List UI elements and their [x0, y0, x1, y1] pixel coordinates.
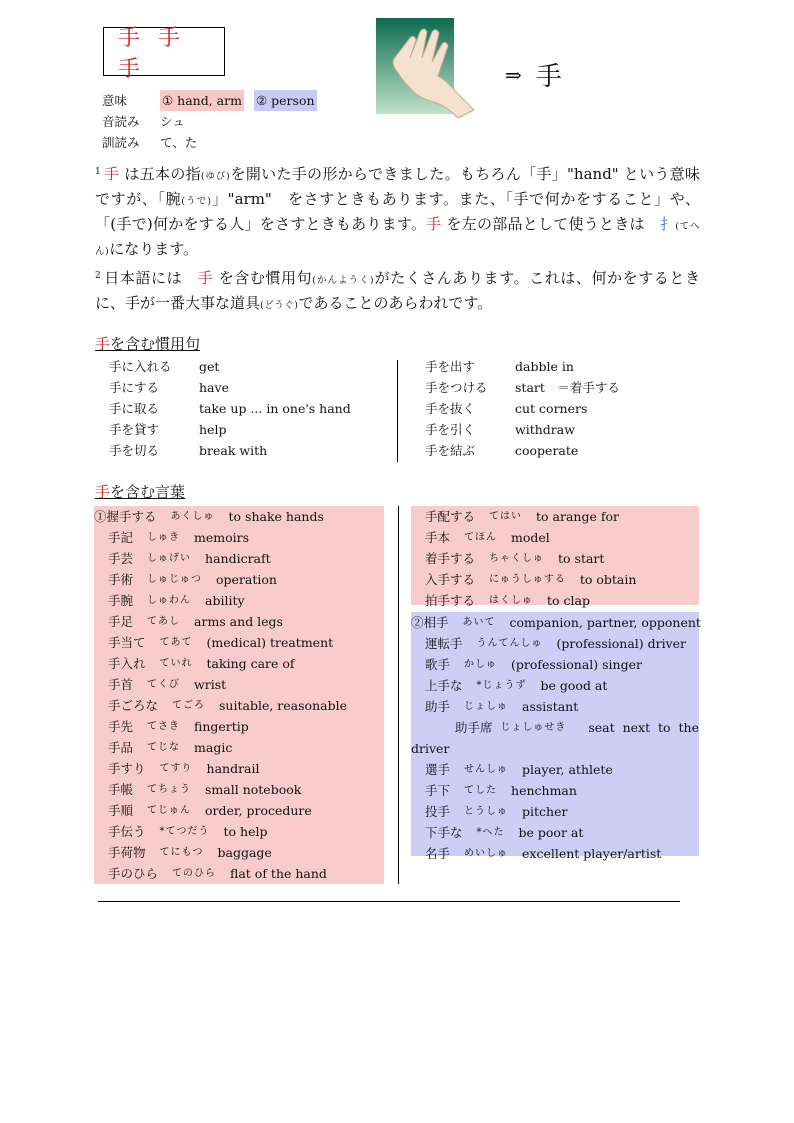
word-jp: 助手席 [455, 720, 493, 735]
word-reading: *じょうず [476, 680, 527, 691]
word-en: seat [588, 720, 615, 735]
idiom-row [425, 377, 620, 398]
word-row [94, 779, 384, 800]
idiom-en: cut corners [515, 401, 588, 416]
explanation-paragraph-2 [95, 265, 700, 317]
on-reading-value: シュ [160, 114, 185, 129]
arrow-icon: ⇒ [505, 63, 522, 87]
word-reading: ちゃくしゅ [489, 553, 545, 564]
furigana: (どうぐ) [260, 300, 299, 311]
word-jp: 投手 [425, 804, 451, 819]
idioms-list-right [425, 356, 620, 461]
word-row [94, 800, 384, 821]
word-reading: じょしゅ [464, 701, 509, 712]
idioms-section-title [95, 333, 200, 354]
word-reading: せんしゅ [464, 764, 509, 775]
idiom-jp: 手を切る [109, 443, 160, 458]
text: がたくさんあります。これは、何かをするときに、手が一番大事な道具 [95, 269, 700, 312]
word-en: baggage [217, 845, 272, 860]
word-jp: 下手な [425, 825, 463, 840]
word-jp: ②相手 [411, 615, 449, 630]
word-jp: 手すり [108, 761, 146, 776]
word-reading: *へた [476, 827, 505, 838]
word-row [94, 716, 384, 737]
idiom-en: take up ... in one's hand [199, 401, 351, 416]
result-line [505, 56, 562, 93]
word-jp: 手帳 [108, 782, 134, 797]
word-row [411, 801, 699, 822]
word-row-continuation [411, 738, 699, 759]
word-reading: *てつだう [159, 826, 210, 837]
word-row [94, 821, 384, 842]
word-reading: しゅわん [147, 595, 192, 606]
word-row [94, 548, 384, 569]
title-kanji: 手 [95, 483, 111, 501]
word-jp: 手配する [425, 509, 476, 524]
furigana: (てへん) [95, 221, 700, 257]
title-kanji: 手 [95, 335, 111, 353]
title-text: を含む言葉 [110, 483, 186, 501]
word-en: magic [194, 740, 233, 755]
word-jp: 上手な [425, 678, 463, 693]
word-jp: 手当て [108, 635, 146, 650]
word-jp: 拍手する [425, 593, 476, 608]
word-en: be poor at [518, 825, 584, 840]
title-text: を含む慣用句 [110, 335, 201, 353]
idiom-en: withdraw [515, 422, 575, 437]
kanji-title-box: 手手手 [103, 27, 225, 76]
word-en: companion, partner, opponent [509, 615, 701, 630]
word-en: memoirs [194, 530, 250, 545]
idiom-jp: 手にする [109, 380, 160, 395]
word-reading: しゅき [147, 532, 181, 543]
word-en: arms and legs [194, 614, 283, 629]
word-en: player, athlete [522, 762, 613, 777]
word-reading: てあて [159, 637, 193, 648]
word-reading: はくしゅ [489, 595, 534, 606]
idiom-row [109, 398, 351, 419]
word-row [411, 527, 699, 548]
idioms-list-left [109, 356, 351, 461]
word-row [411, 654, 699, 675]
word-row-wrapped [411, 717, 699, 738]
word-en: ability [205, 593, 245, 608]
word-reading: うんてんしゅ [476, 638, 543, 649]
word-jp: 運転手 [425, 636, 463, 651]
word-reading: てのひら [172, 868, 217, 879]
word-en: (medical) treatment [206, 635, 334, 650]
word-en: handrail [206, 761, 260, 776]
idiom-en: start ＝着手する [515, 380, 620, 395]
word-reading: てちょう [147, 784, 192, 795]
text: は五本の指 [119, 165, 201, 183]
word-row [94, 611, 384, 632]
word-row [411, 675, 699, 696]
word-jp: 手本 [425, 530, 451, 545]
idiom-jp: 手を貸す [109, 422, 160, 437]
word-jp: 歌手 [425, 657, 451, 672]
word-en: (professional) driver [556, 636, 687, 651]
word-en: suitable, reasonable [219, 698, 347, 713]
word-row [94, 674, 384, 695]
word-jp: 手下 [425, 783, 451, 798]
word-row [94, 758, 384, 779]
idiom-row [109, 356, 351, 377]
word-en: to [658, 720, 671, 735]
word-jp: 名手 [425, 846, 451, 861]
idiom-en: cooperate [515, 443, 579, 458]
word-row [411, 822, 699, 843]
idiom-jp: 手を引く [425, 422, 476, 437]
word-row [411, 843, 699, 864]
word-jp: 着手する [425, 551, 476, 566]
word-row [411, 548, 699, 569]
word-row [94, 842, 384, 863]
bottom-rule [98, 901, 680, 902]
word-en: henchman [511, 783, 577, 798]
word-en: flat of the hand [230, 866, 327, 881]
word-jp: 手のひら [108, 866, 159, 881]
word-en: assistant [522, 699, 579, 714]
word-jp: 手順 [108, 803, 134, 818]
word-en: handicraft [205, 551, 271, 566]
word-reading: てほん [464, 532, 498, 543]
word-en: excellent player/artist [522, 846, 662, 861]
word-en: the [678, 720, 699, 735]
word-reading: てごろ [172, 700, 206, 711]
word-reading: てさき [147, 721, 181, 732]
word-reading: てにもつ [159, 847, 204, 858]
word-row [411, 633, 699, 654]
word-reading: てじな [147, 742, 181, 753]
word-en: to shake hands [228, 509, 324, 524]
word-jp: 手荷物 [108, 845, 146, 860]
word-en: next [622, 720, 651, 735]
word-row [94, 863, 384, 884]
word-en: model [511, 530, 550, 545]
idiom-row [109, 440, 351, 461]
idiom-row [425, 356, 620, 377]
words-column-right-blue [411, 612, 701, 861]
word-reading: とうしゅ [464, 806, 509, 817]
meaning-label: 意味 [102, 93, 128, 108]
radical-tehen: 扌 [660, 215, 676, 233]
word-row [94, 737, 384, 758]
idiom-row [109, 377, 351, 398]
idiom-row [425, 398, 620, 419]
on-reading-label: 音読み [102, 114, 140, 129]
idiom-jp: 手を出す [425, 359, 476, 374]
word-reading: てくび [147, 679, 181, 690]
word-jp: ①握手する [94, 509, 157, 524]
word-reading: にゅうしゅする [489, 574, 566, 585]
word-en: small notebook [205, 782, 302, 797]
text: を開いた手の形からできました。もちろん「手」"hand" という意味ですが、「腕 [95, 165, 700, 208]
word-reading: じょしゅせき [500, 722, 567, 733]
meaning-2: ② person [254, 90, 317, 111]
word-en: order, procedure [205, 803, 312, 818]
word-row [411, 612, 699, 633]
word-en: (professional) singer [511, 657, 642, 672]
word-jp: 助手 [425, 699, 451, 714]
footnote-number: 2 [95, 271, 101, 281]
text: になります。 [109, 240, 199, 258]
word-reading: あくしゅ [170, 511, 215, 522]
words-column-left [94, 506, 384, 884]
words-column-right-pink [411, 506, 699, 608]
word-en: to obtain [579, 572, 637, 587]
idiom-jp: 手を抜く [425, 401, 476, 416]
text: 日本語には [103, 269, 198, 287]
word-jp: 選手 [425, 762, 451, 777]
kun-reading-value: て、た [160, 135, 198, 150]
word-row [94, 653, 384, 674]
word-reading: てした [464, 785, 498, 796]
meaning-1: ① hand, arm [160, 90, 244, 111]
kanji-highlight: 手 [197, 269, 214, 287]
furigana: (ゆび) [200, 171, 231, 182]
word-en: to clap [547, 593, 590, 608]
text: 」"arm" をさすときもあります。また、「手で何かをすること」や、「(手で)何かをする人」をさすときもあります。 [95, 190, 700, 233]
word-en: to arange for [536, 509, 619, 524]
furigana: (うで) [181, 196, 212, 207]
text: を左の部品として使うときは [441, 215, 660, 233]
text: を含む慣用句 [213, 269, 313, 287]
word-row [94, 695, 384, 716]
word-row [411, 569, 699, 590]
idiom-jp: 手に取る [109, 401, 160, 416]
word-en: operation [216, 572, 277, 587]
word-reading: あいて [462, 617, 496, 628]
column-divider [398, 506, 399, 884]
word-jp: 手品 [108, 740, 134, 755]
text: であることのあらわれです。 [298, 294, 493, 312]
idiom-en: dabble in [515, 359, 574, 374]
word-jp: 手ごろな [108, 698, 159, 713]
word-reading: ていれ [159, 658, 193, 669]
word-row [94, 506, 384, 527]
footnote-number: 1 [95, 167, 101, 177]
words-section-title [95, 481, 185, 502]
word-reading: てはい [489, 511, 523, 522]
word-row [94, 527, 384, 548]
word-jp: 手伝う [108, 824, 146, 839]
word-jp: 手入れ [108, 656, 146, 671]
readings-block [102, 90, 317, 153]
word-row [94, 569, 384, 590]
kun-reading-label: 訓読み [102, 135, 140, 150]
word-row [94, 590, 384, 611]
result-kanji: 手 [535, 62, 562, 92]
word-en: taking care of [206, 656, 295, 671]
word-row [411, 696, 699, 717]
word-reading: てじゅん [147, 805, 192, 816]
kanji-highlight: 手 [103, 165, 120, 183]
word-en: to start [558, 551, 605, 566]
idiom-en: break with [199, 443, 268, 458]
furigana: (かんようく) [312, 275, 375, 286]
explanation-paragraph-1 [95, 161, 700, 263]
word-row [411, 759, 699, 780]
idiom-en: get [199, 359, 220, 374]
idiom-row [425, 419, 620, 440]
word-jp: 手首 [108, 677, 134, 692]
word-en: driver [411, 741, 450, 756]
word-row [411, 506, 699, 527]
word-jp: 手記 [108, 530, 134, 545]
word-reading: しゅげい [147, 553, 192, 564]
idiom-jp: 手をつける [425, 380, 488, 395]
hand-illustration [376, 18, 476, 118]
word-jp: 手芸 [108, 551, 134, 566]
idiom-en: help [199, 422, 227, 437]
word-jp: 入手する [425, 572, 476, 587]
word-row [411, 590, 699, 611]
column-divider [397, 360, 398, 462]
word-en: fingertip [194, 719, 249, 734]
word-reading: めいしゅ [464, 848, 509, 859]
kanji-highlight: 手 [426, 215, 442, 233]
idiom-jp: 手に入れる [109, 359, 172, 374]
word-row [411, 780, 699, 801]
word-en: be good at [540, 678, 608, 693]
idiom-en: have [199, 380, 229, 395]
word-reading: てすり [159, 763, 193, 774]
word-row [94, 632, 384, 653]
word-jp: 手先 [108, 719, 134, 734]
word-jp: 手術 [108, 572, 134, 587]
word-reading: かしゅ [464, 659, 498, 670]
word-jp: 手足 [108, 614, 134, 629]
word-jp: 手腕 [108, 593, 134, 608]
word-reading: てあし [147, 616, 181, 627]
idiom-jp: 手を結ぶ [425, 443, 476, 458]
word-en: to help [223, 824, 268, 839]
idiom-row [425, 440, 620, 461]
word-en: pitcher [522, 804, 568, 819]
idiom-row [109, 419, 351, 440]
word-en: wrist [194, 677, 227, 692]
word-reading: しゅじゅつ [147, 574, 203, 585]
